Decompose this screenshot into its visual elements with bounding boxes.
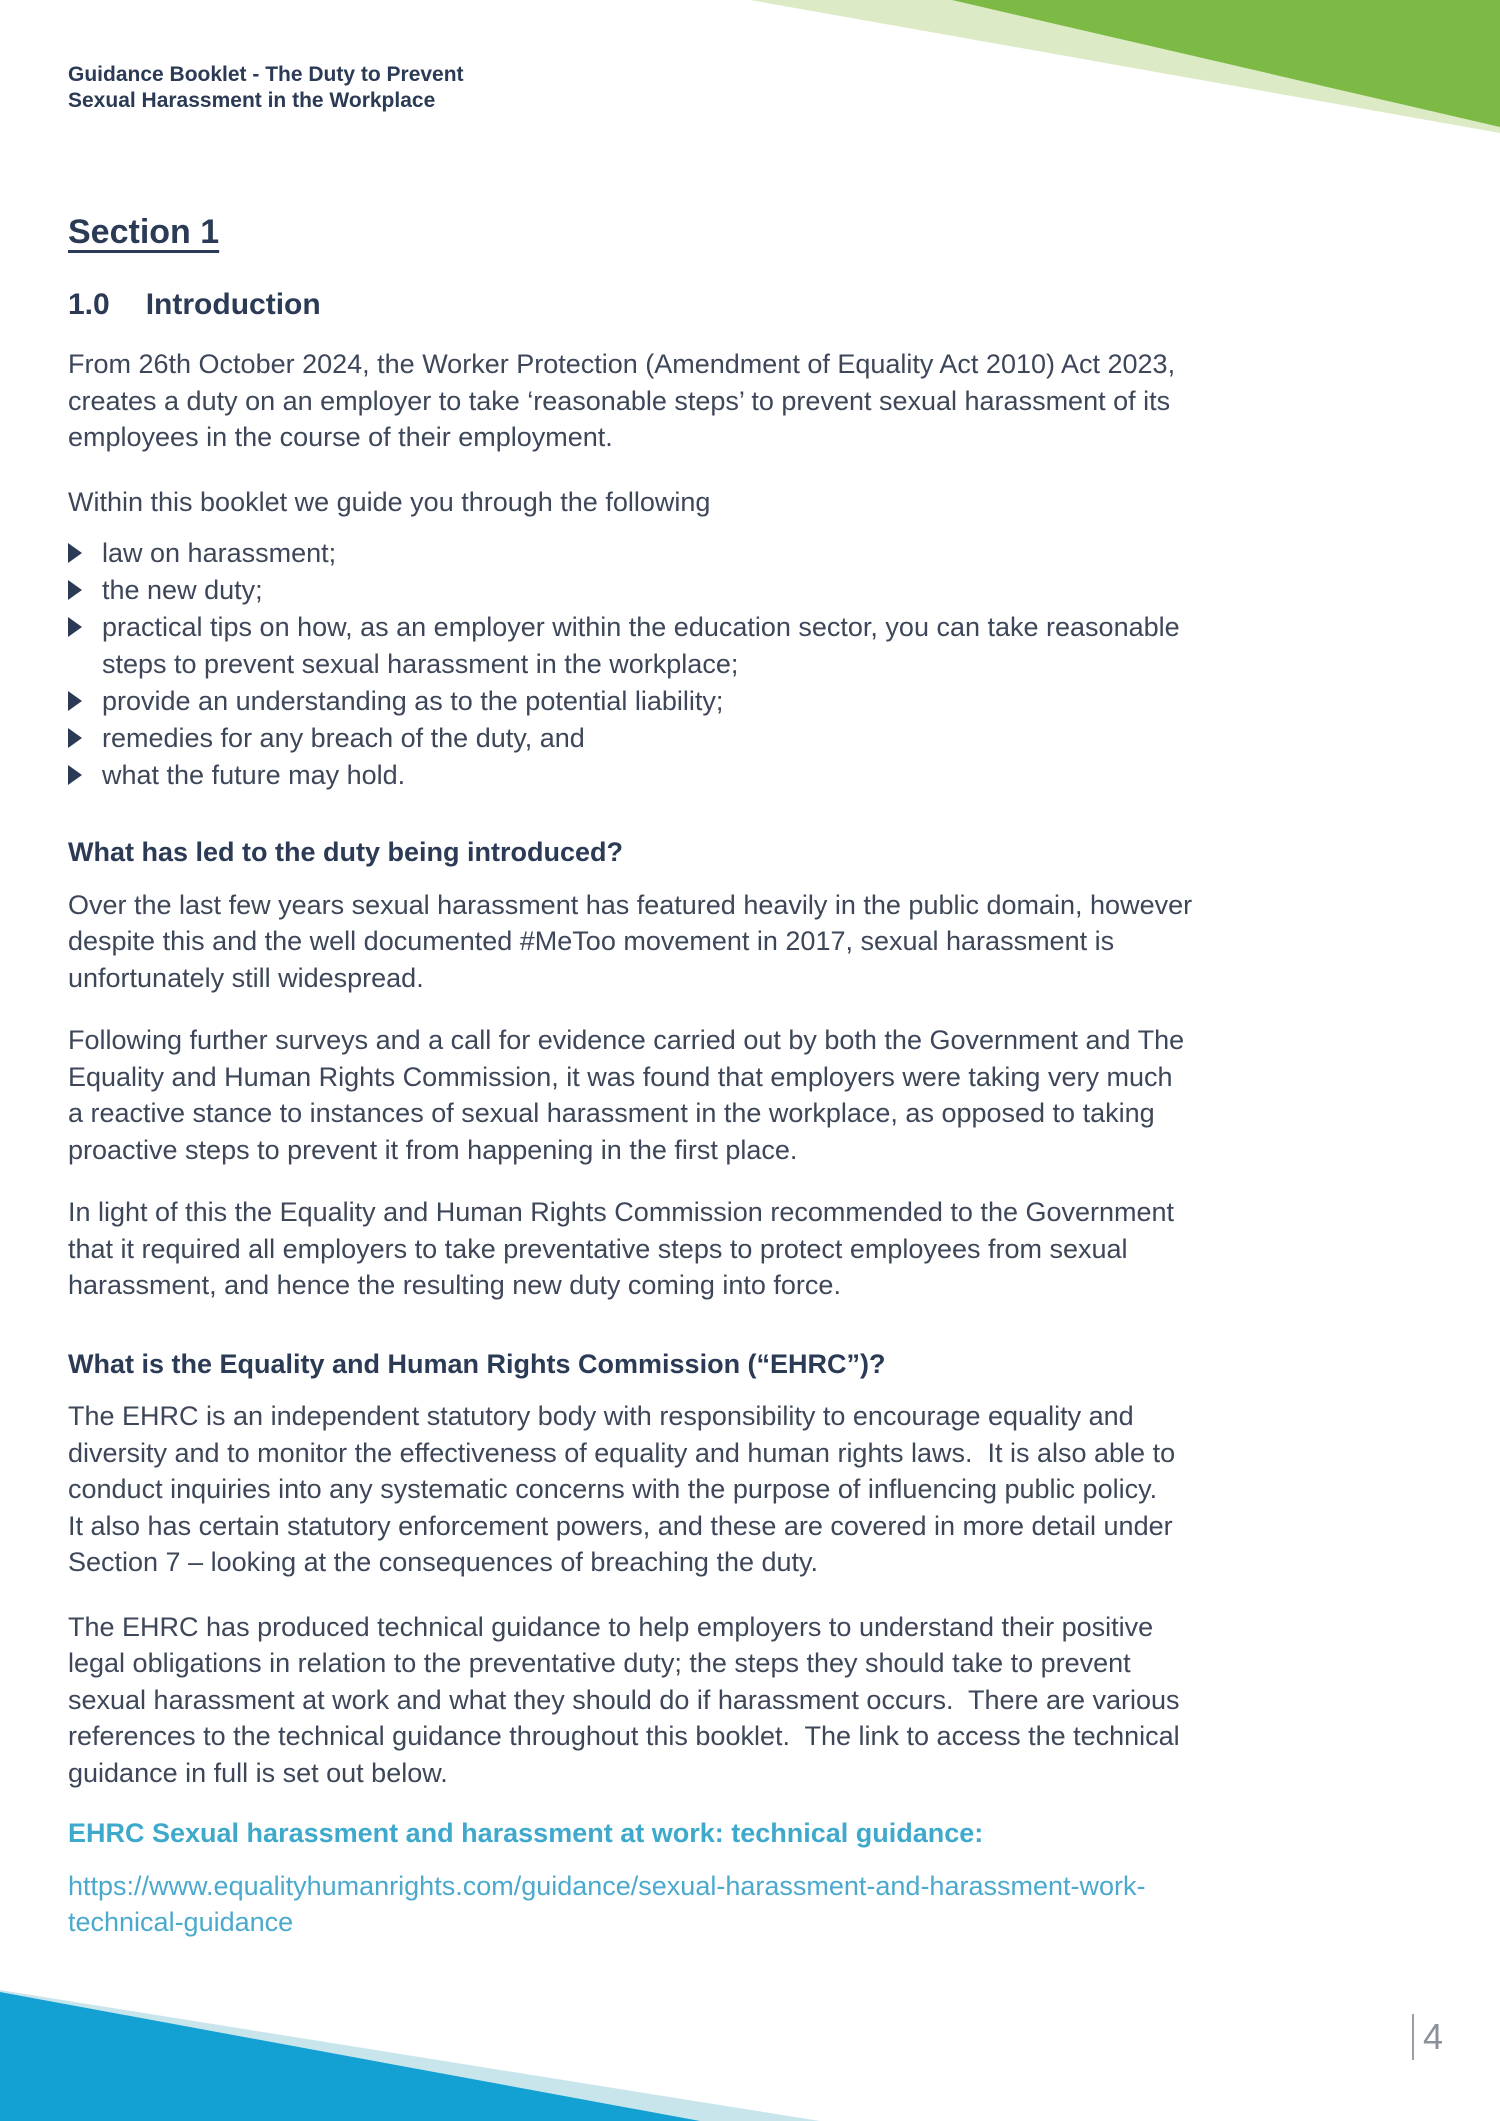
paragraph-surveys: Following further surveys and a call for evidence carried out by both the Government and The Equality and Human Rights Commission, it was found that employers were taking very much a reactive stance to instances of sexual harassment in the workplace, as opposed to taking proactive steps to prevent it from happening in the first place. bbox=[68, 1025, 1185, 1165]
page-content bbox=[68, 62, 1448, 1941]
paragraph-recommendation: In light of this the Equality and Human Rights Commission recommended to the Government that it required all employers to take preventative steps to protect employees from sexual harassment, and hence the resulting new duty coming into force. bbox=[68, 1197, 1175, 1300]
bullet-text: remedies for any breach of the duty, and bbox=[102, 723, 585, 753]
subsection-title: Introduction bbox=[145, 288, 321, 321]
question-heading-duty-introduced: What has led to the duty being introduced? bbox=[68, 837, 623, 867]
page-number-value: 4 bbox=[1422, 2016, 1443, 2057]
paragraph-metoo: Over the last few years sexual harassment has featured heavily in the public domain, however despite this and the well documented #MeToo movement in 2017, sexual harassment is unfortunately still widespread. bbox=[68, 889, 1193, 993]
right-arrow-bullet-icon bbox=[68, 535, 102, 572]
right-arrow-bullet-icon bbox=[68, 757, 102, 794]
right-arrow-bullet-icon bbox=[68, 683, 102, 720]
paragraph-ehrc-body: The EHRC is an independent statutory body with responsibility to encourage equality and diversity and to monitor the effectiveness of equality and human rights laws. It is also able to conduct inquiries into any systematic concerns with the purpose of influencing public policy. It also has certain statutory enforcement powers, and these are covered in more detail under Section 7 – looking at the consequences of breaching the duty. bbox=[68, 1401, 1176, 1577]
right-arrow-bullet-icon bbox=[68, 572, 102, 609]
bottom-left-accent-light-triangle bbox=[0, 1990, 820, 2121]
guidance-heading: EHRC Sexual harassment and harassment at work: technical guidance: bbox=[68, 1818, 984, 1848]
guidance-link[interactable]: https://www.equalityhumanrights.com/guidance/sexual-harassment-and-harassment-work- technical-guidance bbox=[68, 1870, 1146, 1937]
list-item bbox=[68, 572, 1448, 609]
page-number-divider bbox=[1412, 2014, 1414, 2060]
question-heading-what-is-ehrc: What is the Equality and Human Rights Commission (“EHRC”)? bbox=[68, 1348, 886, 1379]
bullet-text: practical tips on how, as an employer within the education sector, you can take reasonable steps to prevent sexual harassment in the workplace; bbox=[102, 612, 1180, 679]
paragraph-ehrc-guidance: The EHRC has produced technical guidance to help employers to understand their positive legal obligations in relation to the preventative duty; the steps they should take to prevent sexual harassment at work and what they should do if harassment occurs. There are various references to the technical guidance throughout this booklet. The link to access the technical guidance in full is set out below. bbox=[68, 1611, 1180, 1788]
list-item bbox=[68, 609, 1448, 683]
booklet-guide-line: Within this booklet we guide you through the following bbox=[68, 486, 711, 517]
bullet-text: law on harassment; bbox=[102, 538, 337, 568]
bullet-text: the new duty; bbox=[102, 575, 263, 605]
bullet-list bbox=[68, 535, 1448, 794]
bullet-text: provide an understanding as to the potential liability; bbox=[102, 686, 724, 716]
intro-paragraph: From 26th October 2024, the Worker Protection (Amendment of Equality Act 2010) Act 2023, creates a duty on an employer to take ‘reasonable steps’ to prevent sexual harassment of its employees in the course of their employment. bbox=[68, 349, 1176, 452]
list-item bbox=[68, 720, 1448, 757]
right-arrow-bullet-icon bbox=[68, 609, 102, 683]
list-item bbox=[68, 683, 1448, 720]
subsection-heading bbox=[68, 286, 1448, 324]
list-item bbox=[68, 535, 1448, 572]
right-arrow-bullet-icon bbox=[68, 720, 102, 757]
page-number bbox=[1412, 2014, 1443, 2060]
bottom-left-accent-triangle bbox=[0, 1992, 700, 2121]
bullet-text: what the future may hold. bbox=[102, 760, 406, 790]
list-item bbox=[68, 757, 1448, 794]
document-title: Guidance Booklet - The Duty to Prevent Sexual Harassment in the Workplace bbox=[68, 63, 464, 112]
subsection-number: 1.0 bbox=[68, 288, 110, 321]
section-heading: Section 1 bbox=[68, 213, 220, 251]
